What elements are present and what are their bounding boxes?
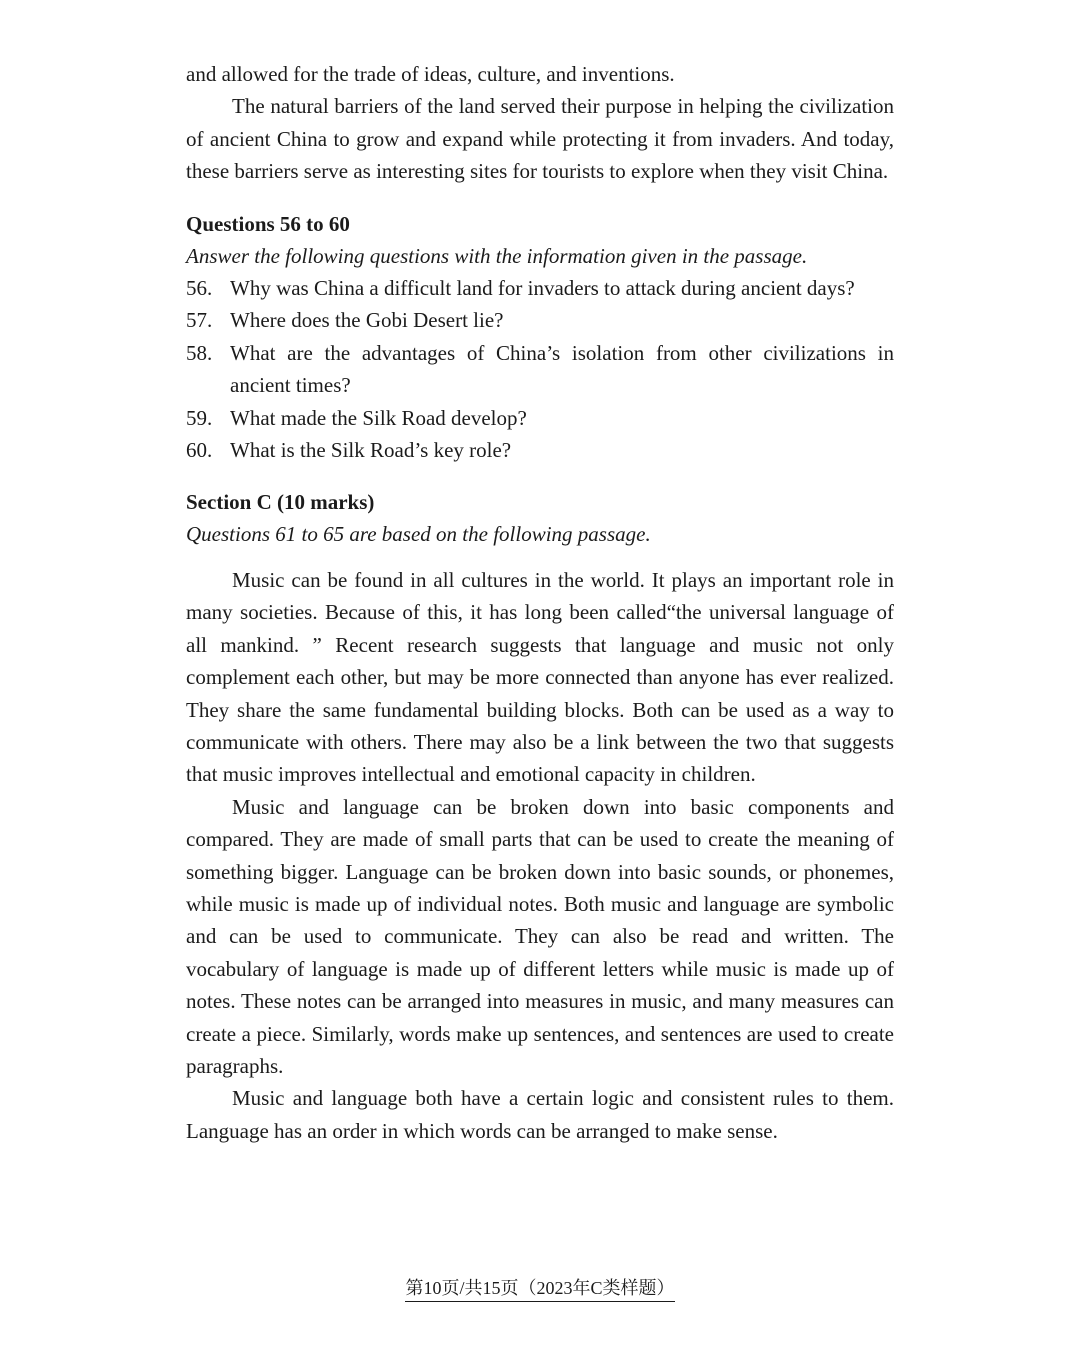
question-number: 59. bbox=[186, 405, 213, 430]
questions-heading: Questions 56 to 60 bbox=[186, 211, 350, 236]
question-list bbox=[186, 272, 894, 466]
question-number: 58. bbox=[186, 340, 213, 365]
passage-end-line: and allowed for the trade of ideas, culture, and inventions. bbox=[186, 62, 675, 86]
question-text: What are the advantages of China’s isolation from other civilizations in ancient times? bbox=[230, 340, 894, 398]
question-number: 60. bbox=[186, 438, 213, 463]
passage-paragraph: Music and language both have a certain logic and consistent rules to them. Language has an order in which words can be arranged to make sense. bbox=[186, 1086, 894, 1143]
section-heading: Section C (10 marks) bbox=[186, 490, 375, 515]
question-text: What is the Silk Road’s key role? bbox=[230, 438, 512, 463]
passage-paragraph: Music can be found in all cultures in the world. It plays an important role in many societies. Because of this, it has long been called“the universal language of all mankind. ” Recent research suggests that language and music not only complement each other, but may be more connected than anyone has ever realized. They share the same fundamental building blocks. Both can be used as a way to communicate with others. There may also be a link between the two that suggests that music improves intellectual and emotional capacity in children. bbox=[186, 567, 894, 787]
passage-paragraph: Music and language can be broken down into basic components and compared. They are made of small parts that can be used to create the meaning of something bigger. Language can be broken down into basic sounds, or phonemes, while music is made up of individual notes. Both music and language are symbolic and can be used to communicate. They can also be read and written. The vocabulary of language is made up of different letters while music is made up of notes. These notes can be arranged into measures in music, and many measures can create a piece. Similarly, words make up sentences, and sentences are used to create paragraphs. bbox=[186, 794, 894, 1078]
question-text: Why was China a difficult land for invaders to attack during ancient days? bbox=[230, 276, 855, 301]
question-item bbox=[186, 272, 894, 304]
reading-passage bbox=[186, 564, 894, 1147]
section-instruction: Questions 61 to 65 are based on the following passage. bbox=[186, 522, 651, 547]
question-text: Where does the Gobi Desert lie? bbox=[230, 308, 504, 333]
question-text: What made the Silk Road develop? bbox=[230, 405, 527, 430]
question-item bbox=[186, 304, 894, 336]
question-number: 57. bbox=[186, 308, 213, 333]
question-item bbox=[186, 337, 894, 402]
question-number: 56. bbox=[186, 276, 213, 301]
question-item bbox=[186, 434, 894, 466]
question-item bbox=[186, 402, 894, 434]
questions-instruction: Answer the following questions with the information given in the passage. bbox=[186, 243, 808, 268]
page-number: 第10页/共15页（2023年C类样题） bbox=[405, 1276, 674, 1302]
passage-end-paragraph: The natural barriers of the land served their purpose in helping the civilization of ancient China to grow and expand while protecting it from invaders. And today, these barriers serve as interesting sites for tourists to explore when they visit China. bbox=[186, 94, 894, 184]
document-page bbox=[186, 58, 894, 1147]
page-footer bbox=[0, 1276, 1080, 1302]
